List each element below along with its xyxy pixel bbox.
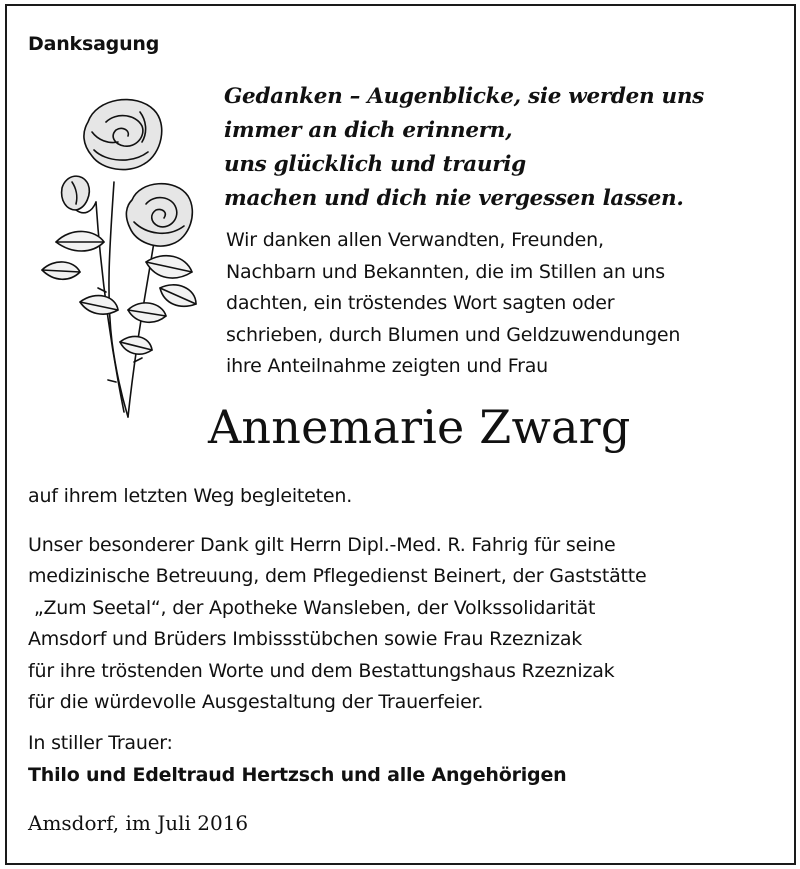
thanks-line: Wir danken allen Verwandten, Freunden, — [226, 229, 604, 251]
accompany-line: auf ihrem letzten Weg begleiteten. — [28, 485, 353, 507]
mourners-block — [28, 728, 566, 791]
special-thanks-paragraph — [28, 481, 788, 719]
deceased-name: Annemarie Zwarg — [208, 400, 631, 454]
special-thanks-line: medizinische Betreuung, dem Pflegedienst Beinert, der Gaststätte — [28, 565, 647, 587]
special-thanks-line: für ihre tröstenden Worte und dem Bestattungshaus Rzeznizak — [28, 659, 615, 682]
mourners-names: Thilo und Edeltraud Hertzsch und alle Angehörigen — [28, 763, 567, 786]
special-thanks-line: Amsdorf und Brüders Imbissstübchen sowie Frau Rzeznizak — [28, 628, 583, 650]
verse-line: immer an dich erinnern, — [224, 118, 513, 143]
memorial-verse — [224, 80, 784, 216]
rose-illustration — [36, 92, 204, 422]
place-date: Amsdorf, im Juli 2016 — [28, 811, 249, 835]
thanks-paragraph — [226, 225, 786, 383]
mourning-intro: In stiller Trauer: — [28, 732, 173, 754]
verse-line: uns glücklich und traurig — [224, 152, 526, 177]
thanks-line: dachten, ein tröstendes Wort sagten oder — [226, 292, 615, 314]
notice-heading: Danksagung — [28, 33, 160, 55]
thanks-line: Nachbarn und Bekannten, die im Stillen an uns — [226, 260, 665, 283]
paragraph-gap — [28, 513, 788, 530]
special-thanks-line: für die würdevolle Ausgestaltung der Trauerfeier. — [28, 691, 484, 713]
verse-line: machen und dich nie vergessen lassen. — [224, 186, 684, 211]
special-thanks-line: „Zum Seetal“, der Apotheke Wansleben, der Volkssolidarität — [28, 596, 596, 619]
thanks-line: ihre Anteilnahme zeigten und Frau — [226, 355, 548, 377]
thanks-line: schrieben, durch Blumen und Geldzuwendungen — [226, 323, 681, 346]
verse-line: Gedanken – Augenblicke, sie werden uns — [224, 84, 704, 109]
special-thanks-line: Unser besonderer Dank gilt Herrn Dipl.-Med. R. Fahrig für seine — [28, 533, 616, 556]
